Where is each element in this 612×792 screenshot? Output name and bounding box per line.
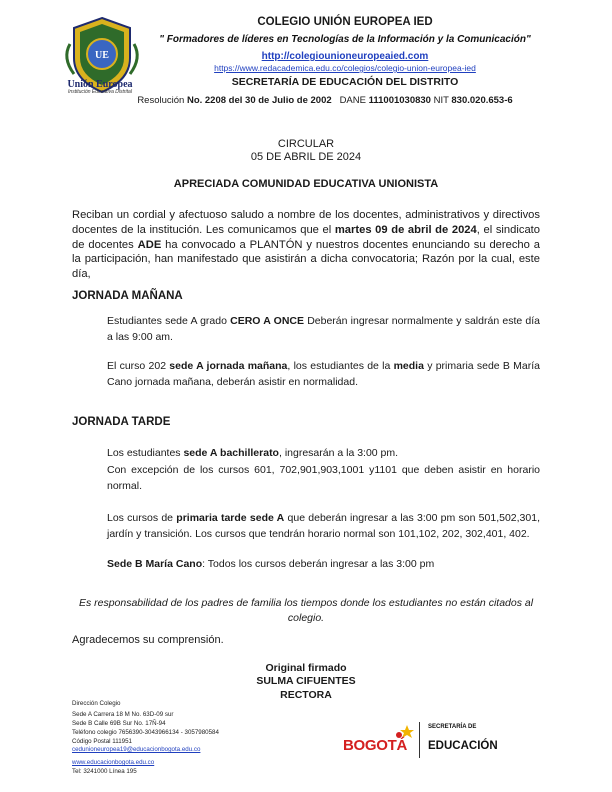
tarde-text: Los estudiantes — [107, 447, 184, 459]
resolution-label: Resolución — [137, 95, 185, 106]
dane-label: DANE — [339, 95, 366, 106]
logo-wordmark: Unión Europea — [67, 79, 133, 90]
manana-text: , los estudiantes de la — [287, 360, 394, 372]
intro-text: , el sindicato de docentes — [72, 223, 540, 251]
footer-sede-a: Sede A Carrera 18 M No. 63D-09 sur — [72, 711, 174, 718]
bogota-logo-text: BOGOTÁ — [343, 737, 408, 754]
tarde-bold: sede A bachillerato — [183, 447, 279, 459]
greeting-heading: APRECIADA COMUNIDAD EDUCATIVA UNIONISTA — [173, 178, 439, 190]
footer-tel: Tel: 3241000 Línea 195 — [72, 768, 137, 775]
school-website-link[interactable]: http://colegiounioneuropeaied.com — [261, 51, 429, 62]
jornada-tarde-heading: JORNADA TARDE — [72, 416, 171, 428]
signature-role: RECTORA — [280, 689, 332, 701]
manana-text: Estudiantes sede A grado — [107, 315, 231, 327]
footer-address-title: Dirección Colegio — [72, 700, 121, 707]
secretaria-title: SECRETARÍA DE EDUCACIÓN DEL DISTRITO — [231, 76, 459, 88]
tarde-text: Los cursos de — [107, 512, 177, 524]
responsibility-note: Es responsabilidad de los padres de familia los tiempos donde los estudiantes no están citados al colegio. — [78, 597, 534, 624]
manana-paragraph-2 — [107, 358, 540, 390]
school-name: COLEGIO UNIÓN EUROPEA IED — [257, 16, 433, 28]
signature-name: SULMA CIFUENTES — [256, 675, 356, 687]
tarde-bold: primaria tarde sede A — [176, 512, 285, 524]
manana-text: y primaria sede B María Cano jornada mañana, deberán asistir en normalidad. — [107, 360, 540, 388]
manana-text: Deberán ingresar normalmente y saldrán este día a las 9:00 am. — [107, 315, 540, 343]
intro-union-bold: ADE — [137, 238, 162, 251]
manana-text: El curso 202 — [107, 360, 170, 372]
footer-sede-b: Sede B Calle 69B Sur No. 17Ñ-94 — [72, 720, 166, 727]
footer-phone: Teléfono colegio 7656390-3043966134 - 3057980584 — [72, 729, 219, 736]
manana-bold: CERO A ONCE — [230, 315, 304, 327]
tarde-text: que deberán ingresar a las 3:00 pm son 501,502,301, jardín y transición. Los cursos que tendrán horario normal son 101,102, 202, 302,401, 402. — [107, 512, 540, 540]
manana-paragraph-1 — [107, 313, 540, 345]
thanks-line: Agradecemos su comprensión. — [72, 634, 224, 646]
secretaria-logo-line: SECRETARÍA DE — [428, 724, 477, 730]
tarde-paragraph-3 — [107, 510, 540, 542]
dane-value: 111001030830 — [368, 95, 431, 106]
intro-text: Reciban un cordial y afectuoso saludo a nombre de los docentes, administrativos y directivos docentes de la institución. Les comunicamos que el — [72, 209, 540, 236]
circular-date: 05 DE ABRIL DE 2024 — [250, 151, 362, 163]
tarde-text: : Todos los cursos deberán ingresar a las 3:00 pm — [202, 558, 435, 570]
intro-paragraph — [72, 208, 540, 282]
secretaria-logo-label — [428, 724, 476, 731]
resolution-value: No. 2208 del 30 de Julio de 2002 — [186, 95, 332, 106]
footer-email-link[interactable]: cedunioneuropea19@educacionbogota.edu.co — [72, 746, 201, 753]
footer-postal-code: Código Postal 111951 — [72, 738, 132, 745]
school-motto: " Formadores de líderes en Tecnologías de la Información y la Comunicación" — [159, 34, 531, 45]
svg-text:UE: UE — [95, 50, 109, 61]
jornada-manana-heading: JORNADA MAÑANA — [72, 290, 183, 302]
circular-title: CIRCULAR — [277, 138, 335, 150]
logo-subtitle: Institución Educativa Distrital — [68, 89, 132, 95]
intro-text: ha convocado a PLANTÓN y nuestros docentes enunciando su derecho a la participación, han manifestado que asistirán a dicha convocatoria; Razón por la cual, este día, — [72, 238, 540, 281]
tarde-bold: Sede B María Cano — [107, 558, 203, 570]
nit-value: 830.020.653-6 — [451, 95, 513, 106]
logo-divider — [419, 722, 420, 758]
tarde-paragraph-4 — [107, 556, 540, 572]
redacademica-link[interactable]: https://www.redacademica.edu.co/colegios/colegio-union-europea-ied — [214, 63, 476, 73]
tarde-paragraph-1 — [107, 445, 540, 461]
signature-original: Original firmado — [265, 662, 347, 674]
manana-bold: sede A jornada mañana — [169, 360, 288, 372]
nit-label: NIT — [433, 95, 449, 106]
tarde-paragraph-2: Con excepción de los cursos 601, 702,901,903,1001 y1101 que deben asistir en horario normal. — [107, 464, 540, 492]
resolution-line — [80, 95, 570, 106]
tarde-text: , ingresarán a la 3:00 pm. — [278, 447, 399, 459]
educacion-logo-text: EDUCACIÓN — [428, 740, 498, 752]
footer-website-link[interactable]: www.educacionbogota.edu.co — [72, 759, 155, 766]
intro-date-bold: martes 09 de abril de 2024 — [334, 223, 477, 236]
manana-bold: media — [393, 360, 424, 372]
